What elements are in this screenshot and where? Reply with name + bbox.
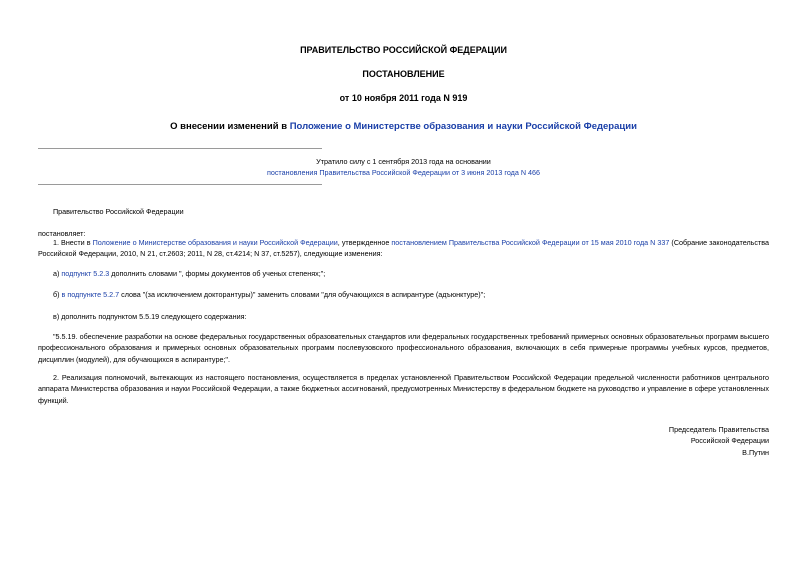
item-b-prefix: б) [53, 290, 62, 299]
signature-block [500, 424, 769, 458]
status-line-2 [0, 167, 807, 178]
signature-title-1: Председатель Правительства [668, 425, 769, 434]
status-bottom-rule [38, 184, 322, 185]
document-subject [0, 121, 807, 132]
item-a [53, 268, 769, 279]
paragraph-1 [38, 237, 769, 260]
decree-337-link[interactable]: постановлением Правительства Российской Федерации от 15 мая 2010 года N 337 [391, 238, 670, 247]
status-top-rule [38, 148, 322, 149]
issuer-line: Правительство Российской Федерации [53, 207, 184, 216]
document-type: ПОСТАНОВЛЕНИЕ [362, 69, 445, 79]
signature-name: В.Путин [742, 447, 769, 457]
regulation-link[interactable]: Положение о Министерстве образования и науки Российской Федерации [92, 238, 338, 247]
repeal-decree-link[interactable]: постановления Правительства Российской Федерации от 3 июня 2013 года N 466 [266, 168, 541, 177]
quoted-subpoint-5-5-19: "5.5.19. обеспечение разработки на основе федеральных государственных образовательных стандартов или федеральных государственных требований примерных основных образовательных программ высшего профессионального образования и примерных основных образовательных программ послевузовского профессионального образования, включающих в себя примерные программы учебных курсов, предметов, дисциплин (модулей), для обучающихся в аспирантуре;". [38, 332, 769, 364]
subpoint-5-2-3-link[interactable]: подпункт 5.2.3 [61, 269, 110, 278]
signature-title-2: Российской Федерации [690, 436, 769, 446]
item-b [53, 289, 769, 300]
item-a-prefix: а) [53, 269, 62, 278]
paragraph-2: 2. Реализация полномочий, вытекающих из настоящего постановления, осуществляется в пределах установленной Правительством Российской Федерации предельной численности работников центрального аппарата Министерства образования и науки Российской Федерации, а также бюджетных ассигнований, предусмотренных Министерству в федеральном бюджете на руководство и управление в сфере установленных функций. [38, 373, 769, 405]
decree-line: постановляет: [38, 229, 86, 238]
item-a-suffix: дополнить словами ", формы документов об ученых степенях;"; [109, 269, 326, 278]
document-date-number: от 10 ноября 2011 года N 919 [339, 93, 468, 103]
subpoint-5-2-7-link[interactable]: в подпункте 5.2.7 [61, 290, 120, 299]
p1-prefix: 1. Внести в [53, 238, 93, 247]
subject-prefix: О внесении изменений в [170, 121, 290, 132]
government-title: ПРАВИТЕЛЬСТВО РОССИЙСКОЙ ФЕДЕРАЦИИ [300, 45, 507, 55]
item-c: в) дополнить подпунктом 5.5.19 следующего содержания: [53, 312, 247, 321]
p1-suffix: (Собрание законодательства Российской Федерации, 2010, N 21, ст.2603; 2011, N 28, ст.4214; N 37, ст.5257), следующие изменения: [38, 238, 770, 259]
p1-mid: , утвержденное [337, 238, 392, 247]
item-b-suffix: слова "(за исключением докторантуры)" заменить словами "для обучающихся в аспирантуре (адъюнктуре)"; [119, 290, 486, 299]
subject-regulation-link[interactable]: Положение о Министерстве образования и науки Российской Федерации [289, 121, 637, 132]
status-line-1: Утратило силу с 1 сентября 2013 года на основании [316, 157, 491, 166]
